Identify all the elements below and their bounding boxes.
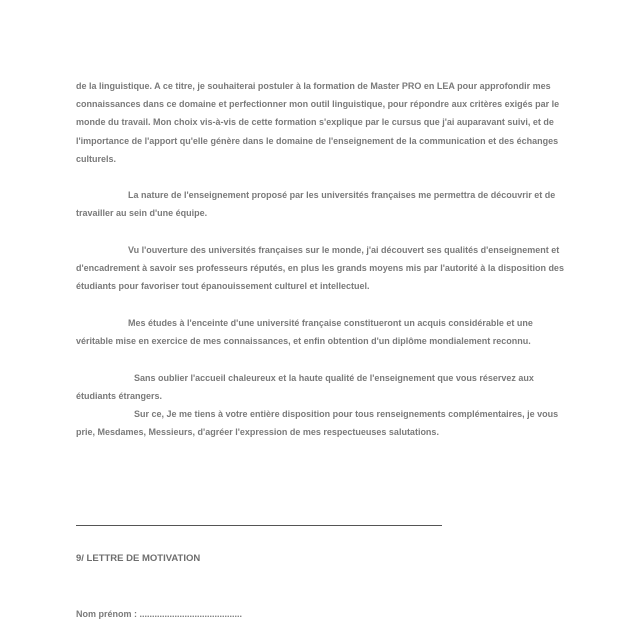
paragraph-ouverture-text: Vu l'ouverture des universités françaises sur le monde, j'ai découvert ses qualités d'enseignement et d'encadrement à savoir ses professeurs réputés, en plus les grands moyens mis par l'autorité à la disposition des étudiants pour favoriser tout épanouissement culturel et intellectuel. [76, 245, 564, 292]
paragraph-intro-text: de la linguistique. A ce titre, je souhaiterai postuler à la formation de Master PRO en LEA pour approfondir mes connaissances dans ce domaine et perfectionner mon outil linguistique, pour répondre aux critères exigés par le monde du travail. Mon choix vis-à-vis de cette formation s'explique par le cursus que j'ai auparavant suivi, et de l'importance de l'apport qu'elle génère dans le domaine de l'enseignement de la communication et des échanges culturels. [76, 81, 560, 164]
paragraph-nature-text: La nature de l'enseignement proposé par les universités françaises me permettra de découvrir et de travailler au sein d'une équipe. [76, 190, 556, 219]
paragraph-closing-text: Sur ce, Je me tiens à votre entière disposition pour tous renseignements complémentaires, je vous prie, Mesdames, Messieurs, d'agréer l'expression de mes respectueuses salutations. [76, 409, 559, 438]
paragraph-closing [76, 405, 566, 441]
paragraph-intro [76, 77, 566, 168]
section-divider [76, 525, 442, 526]
paragraph-accueil [76, 369, 566, 405]
paragraph-ouverture [76, 241, 566, 296]
paragraph-nature [76, 186, 566, 222]
paragraph-etudes-text: Mes études à l'enceinte d'une université française constitueront un acquis considérable et une véritable mise en exercice de mes connaissances, et enfin obtention d'un diplôme mondialement reconnu. [76, 318, 533, 347]
paragraph-etudes [76, 314, 566, 350]
name-field-label: Nom prénom : ......................................... [76, 609, 243, 619]
paragraph-accueil-text: Sans oublier l'accueil chaleureux et la haute qualité de l'enseignement que vous réservez aux étudiants étrangers. [76, 373, 534, 402]
section-heading: 9/ LETTRE DE MOTIVATION [76, 553, 201, 564]
